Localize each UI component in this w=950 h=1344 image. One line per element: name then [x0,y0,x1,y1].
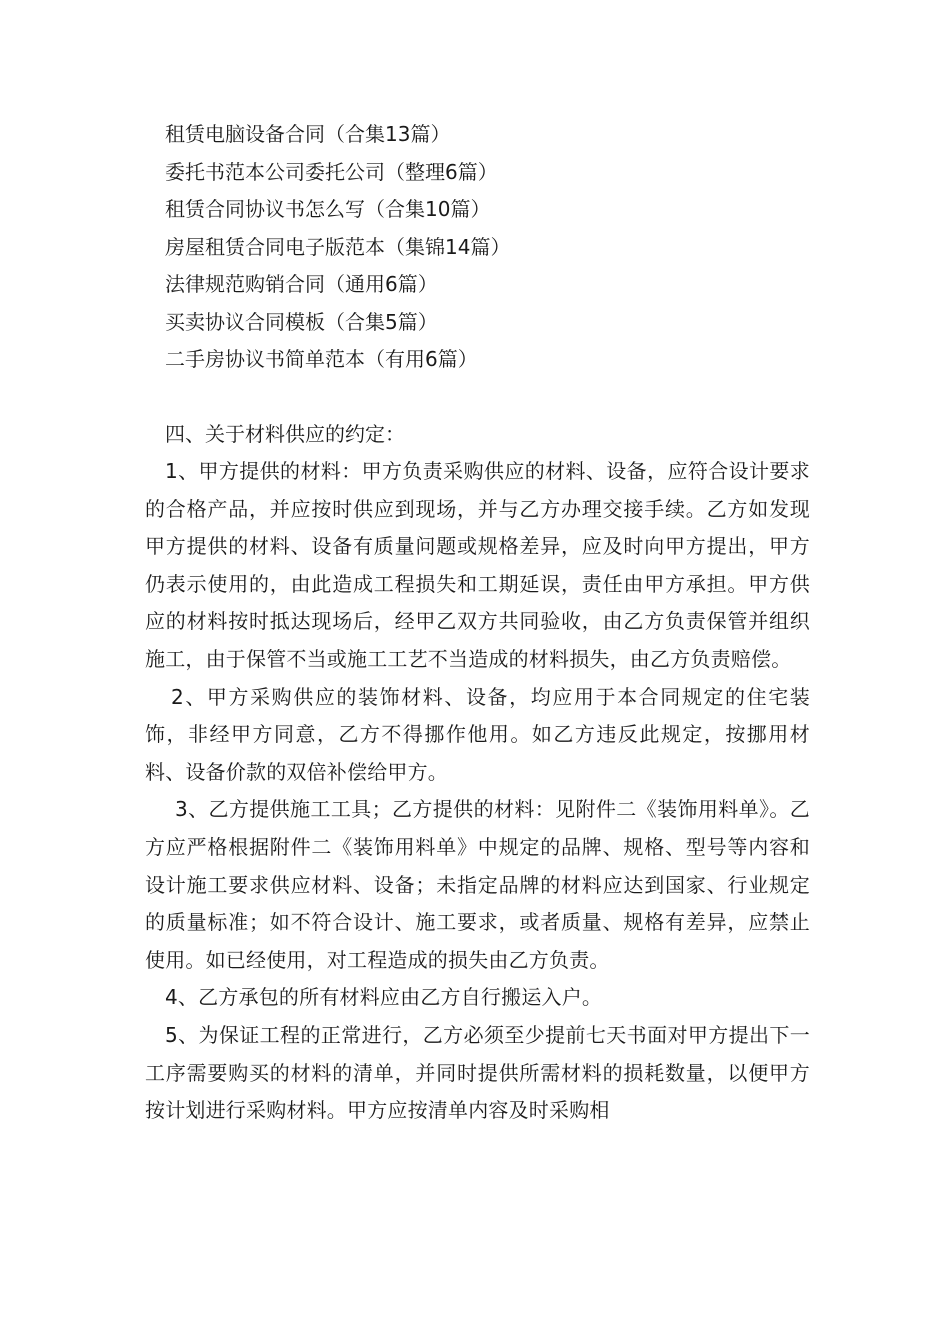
related-link[interactable]: 租赁合同协议书怎么写（合集10篇） [165,197,491,221]
related-link[interactable]: 委托书范本公司委托公司（整理6篇） [165,159,498,184]
related-link[interactable]: 法律规范购销合同（通用6篇） [165,272,438,296]
paragraph-5: 5、为保证工程的正常进行，乙方必须至少提前七天书面对甲方提出下一工序需要购买的材料的清单，并同时提供所需材料的损耗数量，以便甲方按计划进行采购材料。甲方应按清单内容及时采购相 [145,1022,810,1123]
related-link[interactable]: 租赁电脑设备合同（合集13篇） [165,122,451,146]
related-links-list [165,116,815,379]
section-heading: 四、关于材料供应的约定： [165,422,405,446]
paragraph-2: 2、甲方采购供应的装饰材料、设备，均应用于本合同规定的住宅装饰，非经甲方同意，乙方不得挪作他用。如乙方违反此规定，按挪用材料、设备价款的双倍补偿给甲方。 [145,684,810,784]
paragraph-3: 3、乙方提供施工工具；乙方提供的材料：见附件二《装饰用料单》。乙方应严格根据附件二《装饰用料单》中规定的品牌、规格、型号等内容和设计施工要求供应材料、设备；未指定品牌的材料应达到国家、行业规定的质量标准；如不符合设计、施工要求，或者质量、规格有差异，应禁止使用。如已经使用，对工程造成的损失由乙方负责。 [145,797,810,972]
related-link[interactable]: 房屋租赁合同电子版范本（集锦14篇） [165,234,511,259]
paragraph-1: 1、甲方提供的材料：甲方负责采购供应的材料、设备，应符合设计要求的合格产品，并应按时供应到现场，并与乙方办理交接手续。乙方如发现甲方提供的材料、设备有质量问题或规格差异，应及时向甲方提出，甲方仍表示使用的，由此造成工程损失和工期延误，责任由甲方承担。甲方供应的材料按时抵达现场后，经甲乙双方共同验收，由乙方负责保管并组织施工，由于保管不当或施工工艺不当造成的材料损失，由乙方负责赔偿。 [145,459,810,671]
related-link[interactable]: 买卖协议合同模板（合集5篇） [165,309,438,334]
related-link[interactable]: 二手房协议书简单范本（有用6篇） [165,347,478,371]
paragraph-4: 4、乙方承包的所有材料应由乙方自行搬运入户。 [165,985,603,1010]
section-body [145,416,810,1130]
